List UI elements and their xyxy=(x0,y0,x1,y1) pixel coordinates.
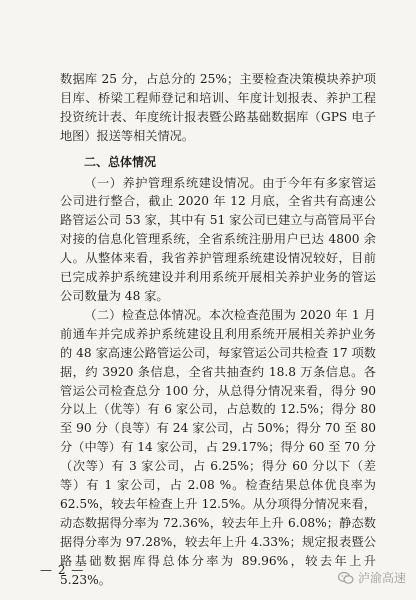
section-heading: 二、总体情况 xyxy=(84,154,157,169)
paragraph: （二）检查总体情况。本次检查范围为 2020 年 1 月前通车并完成养护系统建设且利用系统开展相关养护业务的 48 家高速公路管运公司，每家管运公司共检查 17 项数据，约 3920 条信息，全省共抽查约 18.8 万条信息。各管运公司检查总分 100 分，从总得分情况来看，得分 90 分以上（优等）有 6 家公司，占总数的 12.5%；得分 80 至 90 分（良等）有 24 家公司，占 50%；得分 70 至 80 分（中等）有 14 家公司，占 29.17%；得分 60 至 70 分（次等）有 3 家公司，占 6.25%；得分 60 分以下（差等）有 1 家公司，占 2.08 %。检查结果总体优良率为 62.5%，较去年检查上升 12.5%。从分项得分情况来看，动态数据得分率为 72.36%，较去年上升 6.08%；静态数据得分率为 97.28%，较去年上升 4.33%；规定报表暨公路基础数据库得总体分率为 89.96%，较去年上升 5.23%。 xyxy=(60,307,376,587)
paragraph: 数据库 25 分，占总分的 25%；主要检查决策模块养护项目库、桥梁工程师登记和培训、年度计划报表、养护工程投资统计表、年度统计报表暨公路基础数据库（GPS 电子地图）报送等相关情况。 xyxy=(60,72,376,143)
wechat-icon xyxy=(338,571,354,585)
paragraph: （一）养护管理系统建设情况。由于今年有多家管运公司进行整合，截止 2020 年 12 月底，全省共有高速公路管运公司 53 家，其中有 51 家公司已建立与高管局平台对接的信息化管理系统，全省系统注册用户已达 4800 余人。从整体来看，我省养护管理系统建设情况较好，目前已完成养护系统建设并利用系统开展相关养护业务的管运公司数量为 48 家。 xyxy=(60,175,376,303)
page-number: — 2 — xyxy=(40,563,85,577)
watermark xyxy=(338,569,406,586)
watermark-label: 泸渝高速 xyxy=(357,571,406,585)
document-body xyxy=(60,70,376,589)
